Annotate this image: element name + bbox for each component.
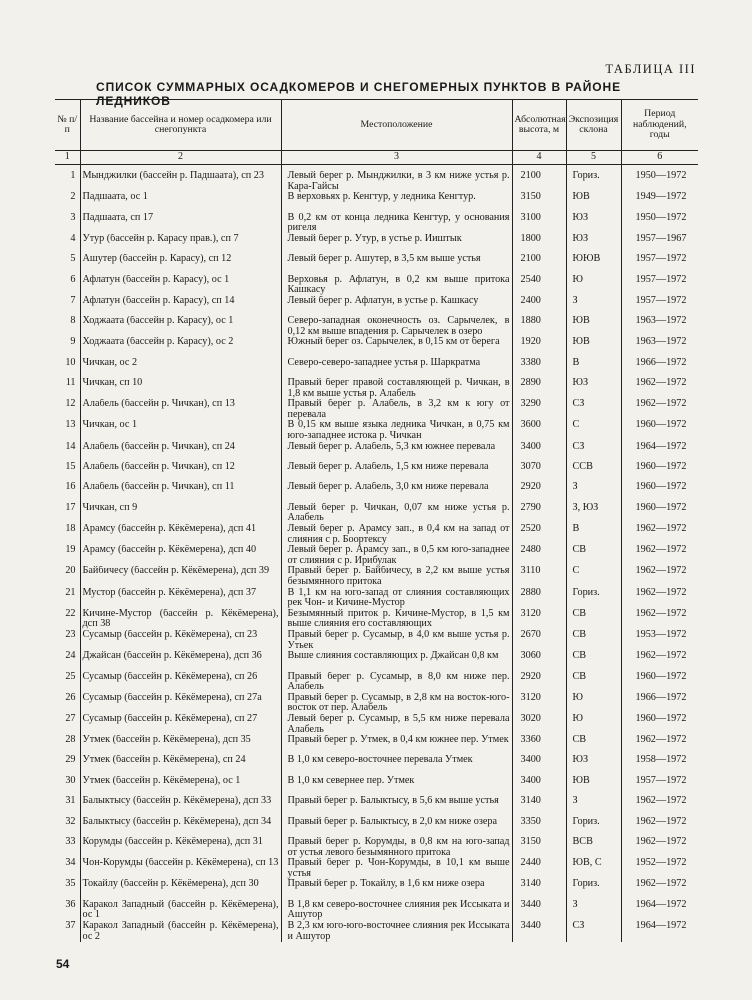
station-location: Левый берег р. Утур, в устье р. Ииштык <box>281 234 512 254</box>
station-name: Падшаата, сп 17 <box>80 213 281 234</box>
observation-period: 1962—1972 <box>621 879 698 899</box>
station-location: Левый берег р. Ашутер, в 3,5 км выше устья <box>281 254 512 274</box>
slope-exposure: СВ <box>566 630 621 651</box>
slope-exposure: ЮЮВ <box>566 254 621 274</box>
row-number: 25 <box>65 671 76 682</box>
slope-exposure: З <box>566 796 621 816</box>
row-number: 5 <box>70 254 76 265</box>
row-number: 1 <box>70 171 76 181</box>
table-row <box>55 545 698 566</box>
slope-exposure: Ю <box>566 693 621 714</box>
slope-exposure: В <box>566 358 621 378</box>
station-name: Утмек (бассейн р. Кёкёмерена), сп 24 <box>80 755 281 775</box>
slope-exposure: СВ <box>566 609 621 630</box>
station-altitude: 2540 <box>512 275 566 296</box>
slope-exposure: Ю <box>566 275 621 296</box>
station-name: Каракол Западный (бассейн р. Кёкёмерена), ос 1 <box>80 900 281 921</box>
slope-exposure: ЮЗ <box>566 213 621 234</box>
row-number: 26 <box>65 692 76 703</box>
slope-exposure: СЗ <box>566 399 621 420</box>
station-location: Правый берег р. Алабель, в 3,2 км к югу от перевала <box>281 399 512 420</box>
observation-period: 1962—1972 <box>621 817 698 837</box>
row-number: 6 <box>70 274 76 285</box>
row-number: 22 <box>65 608 76 619</box>
table-row <box>55 735 698 755</box>
station-name: Чичкан, ос 2 <box>80 358 281 378</box>
station-location: Правый берег р. Токайлу, в 1,6 км ниже озера <box>281 879 512 899</box>
slope-exposure: З <box>566 296 621 316</box>
station-location: Южный берег оз. Сарычелек, в 0,15 км от берега <box>281 337 512 357</box>
row-number: 12 <box>65 399 76 410</box>
slope-exposure: З <box>566 900 621 921</box>
station-location: Северо-западная оконечность оз. Сарычелек, в 0,12 км выше впадения р. Сарычелек в озеро <box>281 316 512 337</box>
observation-period: 1957—1967 <box>621 234 698 254</box>
station-name: Алабель (бассейн р. Чичкан), сп 24 <box>80 442 281 462</box>
row-number: 2 <box>70 192 76 203</box>
station-location: Правый берег правой составляющей р. Чичкан, в 1,8 км выше устья р. Алабель <box>281 378 512 399</box>
station-altitude: 3140 <box>512 796 566 816</box>
station-location: Правый берег р. Балыктысу, в 2,0 км ниже озера <box>281 817 512 837</box>
station-altitude: 2920 <box>512 672 566 693</box>
station-name: Падшаата, ос 1 <box>80 192 281 212</box>
slope-exposure: ЮЗ <box>566 755 621 775</box>
table-row <box>55 254 698 274</box>
station-name: Чон-Корумды (бассейн р. Кёкёмерена), сп 13 <box>80 858 281 879</box>
slope-exposure: ЮВ <box>566 316 621 337</box>
table-row <box>55 921 698 942</box>
table-row <box>55 672 698 693</box>
station-altitude: 3100 <box>512 213 566 234</box>
observation-period: 1962—1972 <box>621 378 698 399</box>
station-altitude: 3380 <box>512 358 566 378</box>
table-row <box>55 588 698 609</box>
station-location: Северо-северо-западнее устья р. Шаркратма <box>281 358 512 378</box>
slope-exposure: З <box>566 482 621 502</box>
table-row <box>55 192 698 212</box>
row-number: 37 <box>65 921 76 931</box>
observation-period: 1962—1972 <box>621 588 698 609</box>
observation-period: 1950—1972 <box>621 171 698 192</box>
station-altitude: 3140 <box>512 879 566 899</box>
observation-period: 1958—1972 <box>621 755 698 775</box>
observation-period: 1957—1972 <box>621 776 698 796</box>
station-location: В 1,8 км северо-восточнее слияния рек Иссыката и Ашутор <box>281 900 512 921</box>
observation-period: 1964—1972 <box>621 442 698 462</box>
station-altitude: 3400 <box>512 776 566 796</box>
slope-exposure: ЮЗ <box>566 378 621 399</box>
station-altitude: 3110 <box>512 566 566 587</box>
station-altitude: 3400 <box>512 442 566 462</box>
slope-exposure: СВ <box>566 651 621 671</box>
station-location: Левый берег р. Арамсу зап., в 0,5 км юго-западнее от слияния с р. Ирибулак <box>281 545 512 566</box>
observation-period: 1952—1972 <box>621 858 698 879</box>
station-location: Безымянный приток р. Кичине-Мустор, в 1,5 км выше слияния его составляющих <box>281 609 512 630</box>
table-row <box>55 234 698 254</box>
header-location: Местоположение <box>281 100 512 151</box>
station-name: Ходжаата (бассейн р. Карасу), ос 1 <box>80 316 281 337</box>
column-number-row <box>55 151 698 165</box>
station-location: Правый берег р. Чон-Корумды, в 10,1 км выше устья <box>281 858 512 879</box>
station-altitude: 2790 <box>512 503 566 524</box>
row-number: 35 <box>65 879 76 890</box>
slope-exposure: С <box>566 420 621 441</box>
row-number: 31 <box>65 796 76 807</box>
station-name: Корумды (бассейн р. Кёкёмерена), дсп 31 <box>80 837 281 858</box>
station-altitude: 3150 <box>512 192 566 212</box>
observation-period: 1960—1972 <box>621 420 698 441</box>
table-label: ТАБЛИЦА III <box>605 62 696 76</box>
row-number: 17 <box>65 502 76 513</box>
row-number: 8 <box>70 316 76 327</box>
station-location: Правый берег р. Сусамыр, в 4,0 км выше устья р. Утьек <box>281 630 512 651</box>
row-number: 16 <box>65 482 76 493</box>
row-number: 29 <box>65 755 76 766</box>
slope-exposure: СВ <box>566 735 621 755</box>
row-number: 11 <box>65 378 76 389</box>
station-altitude: 3350 <box>512 817 566 837</box>
station-name: Сусамыр (бассейн р. Кёкёмерена), сп 27 <box>80 714 281 735</box>
row-number: 9 <box>70 337 76 348</box>
column-number: 6 <box>621 151 698 165</box>
table-row <box>55 858 698 879</box>
observation-period: 1960—1972 <box>621 462 698 482</box>
table-row <box>55 503 698 524</box>
observation-period: 1957—1972 <box>621 296 698 316</box>
station-location: Правый берег р. Сусамыр, в 2,8 км на восток-юго-восток от пер. Алабель <box>281 693 512 714</box>
station-altitude: 3020 <box>512 714 566 735</box>
observation-period: 1962—1972 <box>621 545 698 566</box>
station-name: Арамсу (бассейн р. Кёкёмерена), дсп 41 <box>80 524 281 545</box>
observation-period: 1964—1972 <box>621 921 698 942</box>
table-row <box>55 399 698 420</box>
station-name: Джайсан (бассейн р. Кёкёмерена), дсп 36 <box>80 651 281 671</box>
table-body <box>55 171 698 942</box>
station-altitude: 3290 <box>512 399 566 420</box>
table-row <box>55 462 698 482</box>
slope-exposure: ЮЗ <box>566 234 621 254</box>
station-location: Верховья р. Афлатун, в 0,2 км выше притока Кашкасу <box>281 275 512 296</box>
station-altitude: 3400 <box>512 755 566 775</box>
station-altitude: 3070 <box>512 462 566 482</box>
table-row <box>55 296 698 316</box>
slope-exposure: Ю <box>566 714 621 735</box>
observation-period: 1960—1972 <box>621 503 698 524</box>
slope-exposure: Гориз. <box>566 879 621 899</box>
station-altitude: 3600 <box>512 420 566 441</box>
station-altitude: 1800 <box>512 234 566 254</box>
slope-exposure: ССВ <box>566 462 621 482</box>
row-number: 14 <box>65 441 76 452</box>
station-name: Сусамыр (бассейн р. Кёкёмерена), сп 27а <box>80 693 281 714</box>
station-name: Арамсу (бассейн р. Кёкёмерена), дсп 40 <box>80 545 281 566</box>
observation-period: 1962—1972 <box>621 796 698 816</box>
station-altitude: 2440 <box>512 858 566 879</box>
station-name: Байбичесу (бассейн р. Кёкёмерена), дсп 39 <box>80 566 281 587</box>
slope-exposure: Гориз. <box>566 171 621 192</box>
row-number: 21 <box>65 587 76 598</box>
row-number: 13 <box>65 420 76 431</box>
row-number: 19 <box>65 545 76 556</box>
station-name: Токайлу (бассейн р. Кёкёмерена), дсп 30 <box>80 879 281 899</box>
table-row <box>55 378 698 399</box>
station-location: В 0,2 км от конца ледника Кенгтур, у основания ригеля <box>281 213 512 234</box>
station-name: Сусамыр (бассейн р. Кёкёмерена), сп 26 <box>80 672 281 693</box>
station-name: Афлатун (бассейн р. Карасу), сп 14 <box>80 296 281 316</box>
row-number: 24 <box>65 651 76 662</box>
station-name: Утмек (бассейн р. Кёкёмерена), ос 1 <box>80 776 281 796</box>
station-name: Мустор (бассейн р. Кёкёмерена), дсп 37 <box>80 588 281 609</box>
station-altitude: 3060 <box>512 651 566 671</box>
station-name: Ходжаата (бассейн р. Карасу), ос 2 <box>80 337 281 357</box>
table-row <box>55 442 698 462</box>
station-location: Правый берег р. Корумды, в 0,8 км на юго-запад от устья левого безымянного притока <box>281 837 512 858</box>
row-number: 15 <box>65 462 76 473</box>
slope-exposure: СВ <box>566 545 621 566</box>
observation-period: 1962—1972 <box>621 566 698 587</box>
table-row <box>55 482 698 502</box>
station-location: Левый берег р. Сусамыр, в 5,5 км ниже перевала Алабель <box>281 714 512 735</box>
stations-table <box>55 99 698 942</box>
observation-period: 1953—1972 <box>621 630 698 651</box>
slope-exposure: Гориз. <box>566 817 621 837</box>
station-location: В 0,15 км выше языка ледника Чичкан, в 0,75 км юго-западнее истока р. Чичкан <box>281 420 512 441</box>
station-altitude: 3440 <box>512 900 566 921</box>
station-name: Алабель (бассейн р. Чичкан), сп 11 <box>80 482 281 502</box>
slope-exposure: В <box>566 524 621 545</box>
station-altitude: 2520 <box>512 524 566 545</box>
table-row <box>55 316 698 337</box>
row-number: 34 <box>65 858 76 869</box>
observation-period: 1950—1972 <box>621 213 698 234</box>
station-location: Левый берег р. Чичкан, 0,07 км ниже устья р. Алабель <box>281 503 512 524</box>
station-name: Ашутер (бассейн р. Карасу), сп 12 <box>80 254 281 274</box>
header-exposure: Экспозиция склона <box>566 100 621 151</box>
slope-exposure: ВСВ <box>566 837 621 858</box>
row-number: 4 <box>70 233 76 244</box>
table-row <box>55 213 698 234</box>
station-name: Утмек (бассейн р. Кёкёмерена), дсп 35 <box>80 735 281 755</box>
table-row <box>55 630 698 651</box>
station-location: Левый берег р. Мынджилки, в 3 км ниже устья р. Кара-Гайсы <box>281 171 512 192</box>
column-number: 4 <box>512 151 566 165</box>
station-location: Левый берег р. Алабель, 3,0 км ниже перевала <box>281 482 512 502</box>
station-altitude: 1920 <box>512 337 566 357</box>
station-location: В 1,0 км северо-восточнее перевала Утмек <box>281 755 512 775</box>
station-altitude: 1880 <box>512 316 566 337</box>
station-location: Выше слияния составляющих р. Джайсан 0,8 км <box>281 651 512 671</box>
station-altitude: 2400 <box>512 296 566 316</box>
slope-exposure: ЮВ <box>566 776 621 796</box>
column-number: 3 <box>281 151 512 165</box>
observation-period: 1962—1972 <box>621 837 698 858</box>
observation-period: 1957—1972 <box>621 254 698 274</box>
slope-exposure: СЗ <box>566 921 621 942</box>
observation-period: 1963—1972 <box>621 337 698 357</box>
station-name: Афлатун (бассейн р. Карасу), ос 1 <box>80 275 281 296</box>
observation-period: 1966—1972 <box>621 358 698 378</box>
row-number: 36 <box>65 899 76 910</box>
page-number: 54 <box>56 957 70 971</box>
table-row <box>55 796 698 816</box>
table-row <box>55 524 698 545</box>
observation-period: 1962—1972 <box>621 735 698 755</box>
station-name: Балыктысу (бассейн р. Кёкёмерена), дсп 33 <box>80 796 281 816</box>
slope-exposure: З, ЮЗ <box>566 503 621 524</box>
station-altitude: 2480 <box>512 545 566 566</box>
header-num: № п/п <box>55 100 80 151</box>
station-name: Чичкан, сп 10 <box>80 378 281 399</box>
station-name: Чичкан, сп 9 <box>80 503 281 524</box>
slope-exposure: ЮВ <box>566 337 621 357</box>
station-location: Левый берег р. Афлатун, в устье р. Кашкасу <box>281 296 512 316</box>
station-location: Правый берег р. Утмек, в 0,4 км южнее пер. Утмек <box>281 735 512 755</box>
table-row <box>55 879 698 899</box>
station-location: Левый берег р. Арамсу зап., в 0,4 км на запад от слияния с р. Боортексу <box>281 524 512 545</box>
column-number: 1 <box>55 151 80 165</box>
station-name: Мынджилки (бассейн р. Падшаата), сп 23 <box>80 171 281 192</box>
station-name: Сусамыр (бассейн р. Кёкёмерена), сп 23 <box>80 630 281 651</box>
table-row <box>55 275 698 296</box>
row-number: 28 <box>65 735 76 746</box>
header-period: Период наблюдений, годы <box>621 100 698 151</box>
station-altitude: 2670 <box>512 630 566 651</box>
station-location: В 1,0 км севернее пер. Утмек <box>281 776 512 796</box>
table-row <box>55 651 698 671</box>
row-number: 3 <box>70 212 76 223</box>
station-name: Каракол Западный (бассейн р. Кёкёмерена), ос 2 <box>80 921 281 942</box>
row-number: 23 <box>65 629 76 640</box>
observation-period: 1962—1972 <box>621 651 698 671</box>
station-name: Алабель (бассейн р. Чичкан), сп 13 <box>80 399 281 420</box>
row-number: 30 <box>65 775 76 786</box>
observation-period: 1963—1972 <box>621 316 698 337</box>
column-number: 2 <box>80 151 281 165</box>
station-name: Кичине-Мустор (бассейн р. Кёкёмерена), дсп 38 <box>80 609 281 630</box>
station-name: Алабель (бассейн р. Чичкан), сп 12 <box>80 462 281 482</box>
row-number: 18 <box>65 524 76 535</box>
table-row <box>55 693 698 714</box>
station-altitude: 2100 <box>512 171 566 192</box>
table-row <box>55 358 698 378</box>
table-row <box>55 337 698 357</box>
station-altitude: 3120 <box>512 693 566 714</box>
row-number: 33 <box>65 837 76 848</box>
table-row <box>55 900 698 921</box>
station-location: В 2,3 км юго-юго-восточнее слияния рек Иссыката и Ашутор <box>281 921 512 942</box>
station-altitude: 2890 <box>512 378 566 399</box>
observation-period: 1962—1972 <box>621 399 698 420</box>
station-altitude: 3440 <box>512 921 566 942</box>
station-location: Правый берег р. Байбичесу, в 2,2 км выше устья безымянного притока <box>281 566 512 587</box>
slope-exposure: ЮВ, С <box>566 858 621 879</box>
station-altitude: 2880 <box>512 588 566 609</box>
observation-period: 1966—1972 <box>621 693 698 714</box>
station-name: Балыктысу (бассейн р. Кёкёмерена), дсп 34 <box>80 817 281 837</box>
column-number: 5 <box>566 151 621 165</box>
slope-exposure: СЗ <box>566 442 621 462</box>
header-altitude: Абсолютная высота, м <box>512 100 566 151</box>
table-row <box>55 420 698 441</box>
row-number: 10 <box>65 357 76 368</box>
station-name: Чичкан, ос 1 <box>80 420 281 441</box>
station-name: Утур (бассейн р. Карасу прав.), сп 7 <box>80 234 281 254</box>
header-row <box>55 100 698 151</box>
row-number: 32 <box>65 816 76 827</box>
observation-period: 1960—1972 <box>621 714 698 735</box>
station-altitude: 3150 <box>512 837 566 858</box>
table-row <box>55 609 698 630</box>
table-row <box>55 171 698 192</box>
station-altitude: 2920 <box>512 482 566 502</box>
slope-exposure: ЮВ <box>566 192 621 212</box>
station-altitude: 3120 <box>512 609 566 630</box>
observation-period: 1962—1972 <box>621 524 698 545</box>
table-row <box>55 817 698 837</box>
table-row <box>55 776 698 796</box>
observation-period: 1949—1972 <box>621 192 698 212</box>
header-name: Название бассейна и номер осадкомера или снегопункта <box>80 100 281 151</box>
observation-period: 1960—1972 <box>621 672 698 693</box>
table-row <box>55 714 698 735</box>
station-altitude: 2100 <box>512 254 566 274</box>
row-number: 27 <box>65 713 76 724</box>
observation-period: 1960—1972 <box>621 482 698 502</box>
table-row <box>55 755 698 775</box>
table-row <box>55 837 698 858</box>
table-row <box>55 566 698 587</box>
observation-period: 1957—1972 <box>621 275 698 296</box>
slope-exposure: Гориз. <box>566 588 621 609</box>
observation-period: 1962—1972 <box>621 609 698 630</box>
row-number: 7 <box>70 295 76 306</box>
slope-exposure: С <box>566 566 621 587</box>
station-altitude: 3360 <box>512 735 566 755</box>
row-number: 20 <box>65 566 76 577</box>
station-location: Левый берег р. Алабель, 5,3 км южнее перевала <box>281 442 512 462</box>
table-title: СПИСОК СУММАРНЫХ ОСАДКОМЕРОВ И СНЕГОМЕРНЫХ ПУНКТОВ В РАЙОНЕ ЛЕДНИКОВ <box>96 80 621 108</box>
station-location: В 1,1 км на юго-запад от слияния составляющих рек Чон- и Кичине-Мустор <box>281 588 512 609</box>
station-location: Правый берег р. Балыктысу, в 5,6 км выше устья <box>281 796 512 816</box>
observation-period: 1964—1972 <box>621 900 698 921</box>
station-location: В верховьях р. Кенгтур, у ледника Кенгтур. <box>281 192 512 212</box>
station-location: Правый берег р. Сусамыр, в 8,0 км ниже пер. Алабель <box>281 672 512 693</box>
slope-exposure: СВ <box>566 672 621 693</box>
station-location: Левый берег р. Алабель, 1,5 км ниже перевала <box>281 462 512 482</box>
